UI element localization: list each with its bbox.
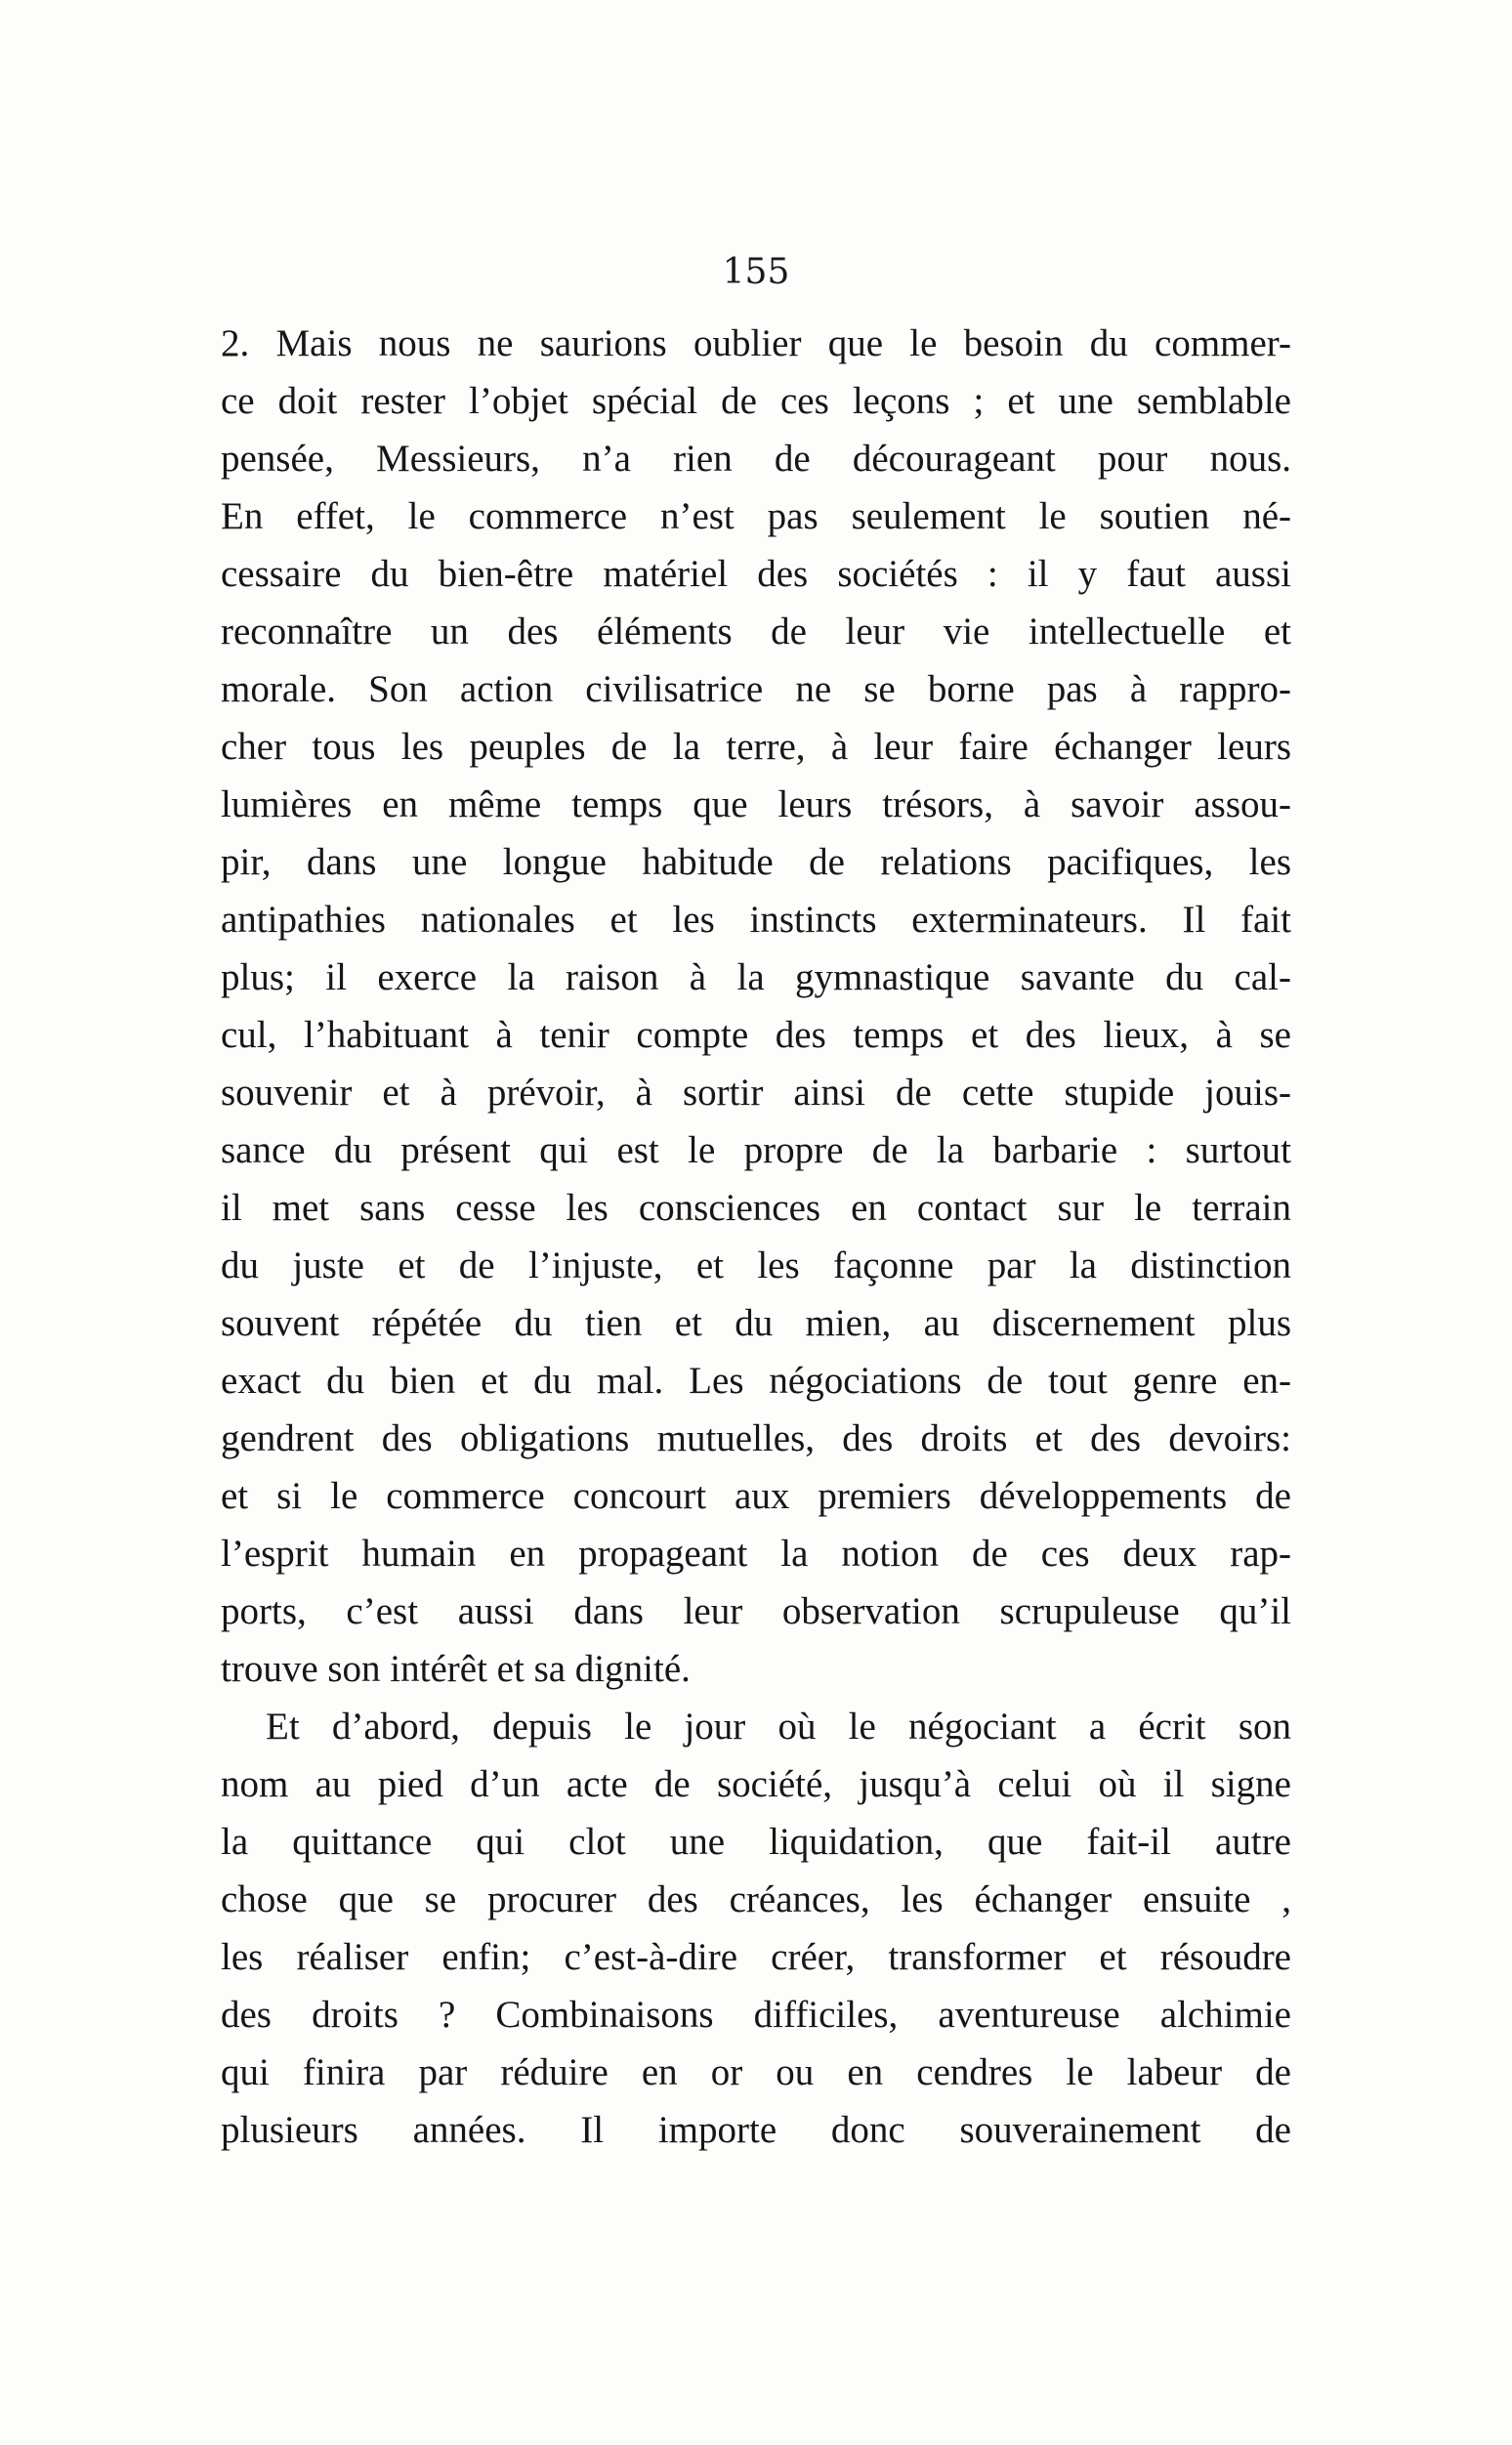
text-line: la quittance qui clot une liquidation, que fait-il autre [221,1821,1291,1863]
text-line: sance du présent qui est le propre de la barbarie : surtout [221,1129,1291,1171]
text-line: l’esprit humain en propageant la notion de ces deux rap- [221,1533,1291,1575]
text-line: reconnaître un des éléments de leur vie intellectuelle et [221,611,1291,653]
text-line: morale. Son action civilisatrice ne se borne pas à rappro- [221,668,1291,710]
text-line: Et d’abord, depuis le jour où le négociant a écrit son [266,1706,1291,1748]
paragraph [221,315,1291,1698]
text-line: souvent répétée du tien et du mien, au discernement plus [221,1302,1291,1344]
text-line: En effet, le commerce n’est pas seulement le soutien né- [221,495,1291,537]
text-line: cher tous les peuples de la terre, à leur faire échanger leurs [221,726,1291,768]
text-line: antipathies nationales et les instincts exterminateurs. Il fait [221,899,1291,941]
text-line: il met sans cesse les consciences en contact sur le terrain [221,1187,1291,1229]
page-number: 155 [722,252,790,292]
text-line: nom au pied d’un acte de société, jusqu’à celui où il signe [221,1763,1291,1805]
text-line: plusieurs années. Il importe donc souverainement de [221,2109,1291,2151]
text-line: chose que se procurer des créances, les échanger ensuite , [221,1878,1291,1920]
text-line: pensée, Messieurs, n’a rien de décourageant pour nous. [221,438,1291,480]
text-line: ce doit rester l’objet spécial de ces leçons ; et une semblable [221,380,1291,422]
text-line: les réaliser enfin; c’est-à-dire créer, transformer et résoudre [221,1936,1291,1978]
text-line: lumières en même temps que leurs trésors, à savoir assou- [221,783,1291,825]
text-line: plus; il exerce la raison à la gymnastique savante du cal- [221,956,1291,998]
text-line: et si le commerce concourt aux premiers développements de [221,1475,1291,1517]
paragraph [221,1698,1291,2159]
text-line: cessaire du bien-être matériel des sociétés : il y faut aussi [221,553,1291,595]
text-line: ports, c’est aussi dans leur observation scrupuleuse qu’il [221,1590,1291,1632]
text-line: des droits ? Combinaisons difficiles, aventureuse alchimie [221,1994,1291,2036]
text-line: souvenir et à prévoir, à sortir ainsi de cette stupide jouis- [221,1072,1291,1114]
text-line: du juste et de l’injuste, et les façonne par la distinction [221,1244,1291,1286]
text-line: gendrent des obligations mutuelles, des droits et des devoirs: [221,1417,1291,1459]
body-text [221,315,1291,2159]
text-line: exact du bien et du mal. Les négociations de tout genre en- [221,1360,1291,1402]
text-line: 2. Mais nous ne saurions oublier que le besoin du commer- [221,322,1291,364]
text-line: cul, l’habituant à tenir compte des temps et des lieux, à se [221,1014,1291,1056]
text-line: qui finira par réduire en or ou en cendres le labeur de [221,2051,1291,2093]
text-line: trouve son intérêt et sa dignité. [221,1648,691,1690]
text-line: pir, dans une longue habitude de relations pacifiques, les [221,841,1291,883]
